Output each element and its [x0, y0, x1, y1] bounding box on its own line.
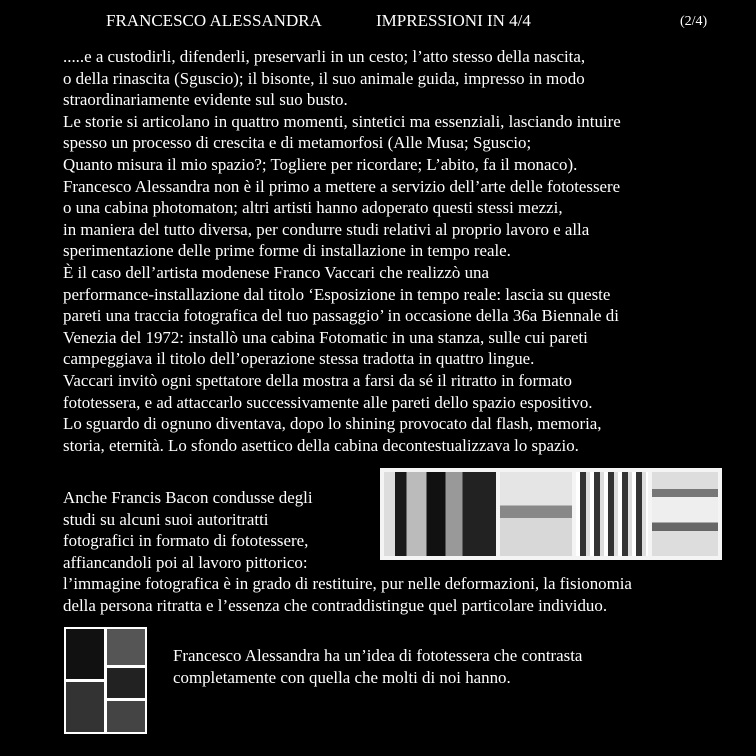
text-line: straordinariamente evidente sul suo busto.: [63, 90, 348, 110]
text-line: campeggiava il titolo dell’operazione stessa tradotta in quattro lingue.: [63, 349, 535, 369]
paragraph-conclusion: [173, 645, 582, 688]
text-line: Francesco Alessandra non è il primo a mettere a servizio dell’arte delle fototessere: [63, 176, 621, 196]
vaccari-photo-strip: [380, 468, 722, 560]
text-line: affiancandoli poi al lavoro pittorico:: [63, 552, 308, 572]
booth-frame: [66, 629, 104, 679]
text-line: studi su alcuni suoi autoritratti: [63, 509, 269, 529]
text-line: Francesco Alessandra ha un’idea di fototessera che contrasta: [173, 646, 583, 665]
text-line: l’immagine fotografica è in grado di restituire, pur nelle deformazioni, la fisionomia: [63, 574, 632, 594]
text-line: storia, eternità. Lo sfondo asettico della cabina decontestualizzava lo spazio.: [63, 435, 579, 455]
text-line: .....e a custodirli, difenderli, preservarli in un cesto; l’atto stesso della nascita,: [63, 47, 586, 66]
text-line: Vaccari invitò ogni spettatore della mostra a farsi da sé il ritratto in formato: [63, 370, 572, 390]
booth-frame: [107, 701, 145, 732]
portraits-wall-photo: [576, 472, 648, 556]
text-line: performance-installazione dal titolo ‘Esposizione in tempo reale: lascia su queste: [63, 284, 611, 304]
booth-frame: [107, 629, 145, 665]
page-number: (2/4): [680, 14, 708, 29]
paragraph-vaccari: [63, 46, 621, 456]
text-line: in maniera del tutto diversa, per condurre studi relativi al proprio lavoro e alla: [63, 219, 590, 239]
text-line: fototessera, e ad attaccarlo successivamente alle pareti dello spazio espositivo.: [63, 392, 593, 412]
text-line: Le storie si articolano in quattro momenti, sintetici ma essenziali, lasciando intuire: [63, 111, 621, 131]
booth-photo: [384, 472, 496, 556]
text-line: Quanto misura il mio spazio?; Togliere per ricordare; L’abito, fa il monaco).: [63, 154, 578, 174]
text-line: della persona ritratta e l’essenza che contraddistingue quel particolare individuo.: [63, 595, 608, 615]
header-title: IMPRESSIONI IN 4/4: [376, 11, 531, 30]
text-line: pareti una traccia fotografica del tuo passaggio’ in occasione della 36a Biennale di: [63, 306, 619, 326]
booth-frame: [107, 668, 145, 698]
bacon-photobooth-strip: [64, 627, 147, 734]
wall-photo: [500, 472, 572, 556]
booth-frame: [66, 682, 104, 732]
text-line: È il caso dell’artista modenese Franco Vaccari che realizzò una: [63, 262, 489, 282]
text-line: o della rinascita (Sguscio); il bisonte, il suo animale guida, impresso in modo: [63, 68, 585, 88]
header-author: FRANCESCO ALESSANDRA: [106, 11, 322, 30]
text-line: Lo sguardo di ognuno diventava, dopo lo shining provocato dal flash, memoria,: [63, 414, 602, 434]
text-line: completamente con quella che molti di noi hanno.: [173, 667, 511, 687]
text-line: fotografici in formato di fototessere,: [63, 531, 309, 551]
text-line: Venezia del 1972: installò una cabina Fotomatic in una stanza, sulle cui pareti: [63, 327, 588, 347]
text-line: sperimentazione delle prime forme di installazione in tempo reale.: [63, 241, 511, 261]
text-line: Anche Francis Bacon condusse degli: [63, 488, 313, 507]
exhibition-photo: [652, 472, 718, 556]
text-line: o una cabina photomaton; altri artisti hanno adoperato questi stessi mezzi,: [63, 198, 563, 218]
text-line: spesso un processo di crescita e di metamorfosi (Alle Musa; Sguscio;: [63, 133, 532, 153]
